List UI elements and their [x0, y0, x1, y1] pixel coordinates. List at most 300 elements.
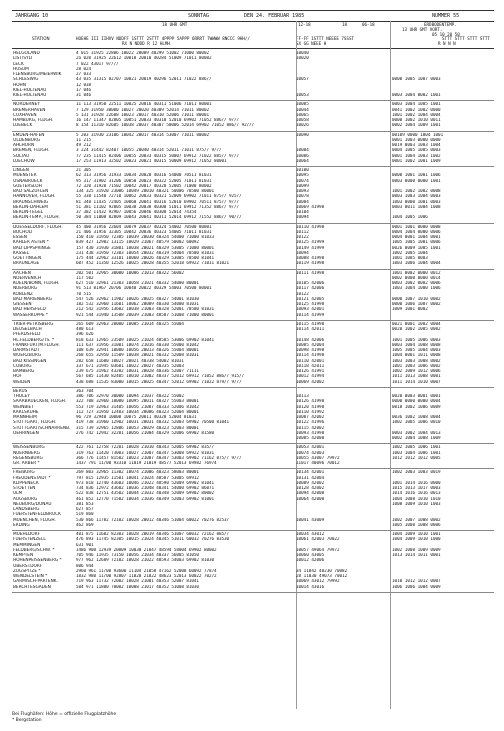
station-name: GOETTINGEN	[13, 256, 42, 261]
station-name: AACHEN	[13, 270, 31, 276]
footnote	[12, 712, 116, 724]
gmt-label: 18 UHR GMT	[162, 22, 188, 27]
station-name: HAMBURG, FLUGH.	[13, 118, 54, 123]
soil-temperature: 1001 1002 1002 0008	[392, 189, 441, 194]
extra-data: 10093 42001	[296, 307, 325, 313]
soil-temperature: 1003 1003 1008 0002	[392, 358, 441, 364]
soil-temperature: 0003 1002 0002 0006	[392, 281, 441, 286]
extra-data: 10086	[296, 153, 309, 159]
observation-data: 12 038	[76, 82, 92, 88]
observation-data: 627 510 32961 21303 10058 21021 40332 54000 80001	[76, 281, 199, 286]
station-name: COBURG	[13, 363, 32, 369]
station-name: BERLIN-TEGEL	[13, 210, 44, 215]
soil-temperature: 0003 1004 1008 0008	[392, 342, 441, 348]
observation-data: 81 348 11435 72405 10060 20041 40316 52010 69902 70511 875// 9///	[76, 199, 240, 205]
observation-data: 239 675 31962 43202 10031 20028 40336 52007 71111	[76, 369, 199, 374]
station-group	[12, 132, 494, 168]
extra-data: 10122 41996	[296, 420, 325, 426]
observation-data: 337 671 31945 03601 10022 20027 40335 52003	[76, 363, 184, 369]
soil-column-header: STTT STTT STTT STTT	[442, 36, 490, 41]
station-name: KLIPPENECK	[13, 480, 39, 486]
observation-data: 5 203 31930 23106 10042 20017 40314 53007 71011 80002	[76, 132, 209, 138]
station-name: SAARBRUECKEN, FLUGH.	[13, 399, 67, 405]
soil-temperature: 0000 1007 1010 0002	[392, 296, 441, 302]
soil-temperature: 1001 1014 1016 0000	[392, 480, 441, 486]
station-name: WUERZBURG	[13, 353, 42, 359]
station-name: WEINBIET	[13, 404, 34, 410]
weekday-label: SONNTAG	[188, 13, 210, 19]
soil-temperature: 0021 0001 1002 0004	[392, 321, 441, 327]
soil-temperature: 0004 1005 1005 0003	[392, 148, 441, 154]
soil-temperature: 1005 1005 1004 0003	[392, 348, 441, 353]
soil-temperature: 1004 1009 1010 1001	[392, 532, 441, 537]
station-name: WEISSENBURG	[13, 445, 45, 451]
extra-data: 10094 42000	[296, 491, 325, 497]
station-name: KOBLENZ	[13, 291, 33, 297]
observation-data: 1437 791 11/00 93310 11019 21019 48577 52013 69982 76974	[76, 461, 217, 466]
observation-data: 363 704	[76, 388, 94, 394]
extra-data: 10094	[296, 215, 309, 221]
station-name: WENDELSTEIN *	[13, 574, 48, 579]
station-name: LUEBECK	[13, 123, 33, 129]
extra-data: 10095	[296, 173, 309, 179]
extra-data: 10069 42002	[296, 379, 325, 385]
observation-data: 797 815 12935 11501 10041 21024 48587 53005 69912	[76, 475, 199, 481]
extra-data: 10110 41992	[296, 409, 325, 415]
soil-temperature: 0002 1004 1008 1009	[392, 436, 441, 441]
station-name: LANDSBERG	[13, 507, 40, 512]
station-name: OEHRINGEN	[13, 430, 39, 436]
extra-data: 10114 41999	[296, 312, 325, 318]
observation-data: 381 853	[76, 501, 94, 507]
station-name: BERUS	[13, 388, 28, 394]
soil-temperature: 1002 1003 1003 0019	[392, 470, 441, 476]
soil-time-label: 13 UHR GMT VORT.	[402, 27, 443, 32]
extra-data: 10114 42011	[296, 327, 325, 332]
station-name: OSNABRUECK	[13, 178, 43, 184]
soil-temperature: 1001 1002 1004 0004	[392, 112, 441, 118]
station-name: PFERDSFELD	[13, 332, 41, 338]
soil-temperature: 1010 1012 1012 0007	[392, 579, 441, 585]
observation-data: 276 742 12942 32201 10056 21004 40329 52006 69902 81580	[76, 430, 214, 436]
station-name: BREMERHAVEN	[13, 107, 46, 113]
soil-temperature: 1004 0001 1011 0008	[392, 353, 441, 359]
extra-data: 10122	[296, 235, 309, 240]
extra-data: 10084	[296, 199, 309, 205]
extra-data: 10117 42006	[296, 286, 325, 292]
observation-data: 62 313 31956 31933 10034 20020 40316 54000 70511 81031	[76, 173, 212, 179]
soil-temperature: 1004 1009 1010 1000	[392, 537, 441, 543]
extra-data: 10094	[296, 250, 309, 256]
issue-number: NUMMER 55	[432, 13, 460, 19]
station-name: THOLEY	[13, 394, 30, 399]
extra-data: 10064	[296, 158, 309, 164]
soil-temperature: 1002 1005 1006 0010	[392, 420, 441, 426]
station-name: OLDENBURG	[13, 137, 41, 143]
station-name: FREIBURG	[13, 470, 35, 476]
range-06-18-label: 06-18	[362, 22, 375, 27]
soil-temperature: 1001 1003 1006 0002	[392, 363, 441, 369]
soil-temperature: 1011 1013 1008 0001	[392, 374, 441, 380]
observation-data: 91 513 81967 20706 10040 20022 40329 54003 70500 80001	[76, 286, 212, 292]
soil-temperature: 1004 1005 1006	[392, 215, 428, 221]
station-name: DARMSTADT	[13, 348, 40, 353]
station-name: BERLIN-DAHLEM	[13, 204, 48, 210]
soil-depths-label: 05 10 20 50	[432, 32, 460, 37]
station-name: NORDERNEY	[13, 102, 40, 108]
observation-data: 366 776 11457 81502 10023 21007 40347 53003 69902 71162 875// 9///	[76, 455, 242, 461]
observation-data: 7 129 31950 30000 10027 20020 40309 52014 71011 80002	[76, 107, 209, 113]
station-name: FREUDENSTADT *	[13, 475, 51, 481]
soil-temperature: 0000 1001 1001 1006	[392, 173, 441, 179]
extra-data: 28 11030 49073 70012	[296, 574, 348, 579]
observation-data: 438 688 11535 83000 10015 20025 40347 52012 69902 71022 879// 9///	[76, 379, 242, 385]
soil-temperature: 1002 1005 1006 1001	[392, 445, 441, 451]
extra-data: 10134 42001	[296, 470, 325, 476]
station-name: STOETTEN	[13, 486, 36, 491]
extra-data: 10104	[296, 210, 309, 215]
extra-data: 10105 42006	[296, 281, 325, 286]
extra-data: 10057 49064 79972	[296, 547, 340, 553]
observation-data: 627 857	[76, 507, 94, 512]
station-name: NOERVENICH	[13, 275, 42, 281]
station-name: DEUSELBACH	[13, 327, 42, 332]
extra-data: 10100	[296, 168, 309, 173]
station-name: WASSERKUPPE *	[13, 312, 48, 318]
observation-data: 50 384 11008 82809 10043 20041 40311 52014 69912 71552 886// 90///	[76, 215, 242, 221]
observation-data: 315 739 32965 12806 10053 20029 40323 52003 80001	[76, 425, 199, 431]
station-name: MUEHLDORF	[13, 532, 41, 537]
observation-data: 584 971 11800 70002 10008 21017 40352 51008 81030	[76, 584, 199, 590]
observation-data: 705 946 11935 73150 10056 21034 40337 56005 81050	[76, 553, 199, 558]
station-name: FLENSBURG/MEIERWIK	[13, 72, 62, 77]
soil-temperature: 0003 1004 1005 1001	[392, 102, 441, 108]
observation-data: 631 901	[76, 542, 94, 548]
soil-temperature: 0018 1002 1006 0009	[392, 404, 441, 410]
obs-column-header: HOEHE III IIHVV NDDFF 1STTT 2STTT 4PPPP 5APPP 6RRRT 7WWWW 8NCCC 9HH//	[76, 36, 250, 41]
extra-data: 10093	[296, 189, 309, 194]
observation-data: 806 944	[76, 563, 94, 569]
station-name: GARMISCH-PARTENK.	[13, 579, 58, 585]
extra-data: 10115 41998	[296, 321, 325, 327]
station-name: FUERSTENFELDBRUCK	[13, 512, 61, 518]
station-name: AUGSBURG	[13, 496, 38, 502]
observation-data: 72 320 31920 71502 10042 20017 40328 52005 71000 80002	[76, 183, 212, 189]
soil-temperature: 0000 1006 1007 0002	[392, 302, 441, 307]
observation-data: 55 338 11540 72710 10062 20033 40321 52009 69902 71011 875// 925//	[76, 194, 242, 200]
soil-temperature: 0003 1004 0002 1001	[392, 93, 441, 98]
table-row	[12, 380, 494, 385]
range-12-18-label: 12-18	[298, 22, 311, 27]
observation-data: 519 860	[76, 512, 94, 518]
extra-data: 10125 41999	[296, 240, 325, 246]
station-name: LECK	[13, 61, 24, 67]
observation-data: 112 727 31950 12403 10034 20006 40323 52004 80001	[76, 409, 199, 415]
table-row	[12, 313, 494, 318]
observation-data: 719 963 11732 72002 10028 21001 40353 52007 81041	[76, 579, 199, 585]
extra-column-header: FF-FF 1STTT NEEEE 7SSST	[296, 36, 354, 41]
extra-column-subheader: SX GG NEEE H	[296, 41, 327, 46]
extra-data: 10131 42004	[296, 475, 325, 481]
soil-column-subheader: R N N N	[438, 41, 456, 46]
extra-data: 10118 42011	[296, 363, 325, 369]
column-header	[12, 21, 494, 49]
station-name: BERLIN-TEMP., FLUGH.	[13, 215, 60, 221]
station-name: TRIER-PETRISBERG	[13, 321, 54, 327]
extra-data: 10126 41991	[296, 369, 325, 374]
observation-data: 522 838 12751 43502 10044 21032 40348 52009 69902 80002	[76, 491, 214, 497]
soil-temperature: 1005 1008 1008 0006	[392, 522, 441, 528]
station-name: NEUBURG/DONAU	[13, 501, 52, 507]
soil-temperature: 0000 0000 0000 0004	[392, 399, 441, 405]
extra-data: 10074 42003	[296, 450, 325, 456]
table-row	[12, 159, 494, 164]
extra-data: 10128 42002	[296, 486, 325, 491]
soil-temperature: 1003 0000 1001 0003	[392, 199, 441, 205]
station-name: NUERBURG	[13, 286, 38, 292]
station-name: KIEL-HOLTENAU	[13, 87, 47, 93]
extra-data: 10114 41998	[296, 353, 325, 359]
observation-data: 401 875 11682 82303 10028 20019 40346 51007 60032 72162 885//	[76, 532, 230, 537]
extra-data: 10121 42005	[296, 296, 325, 302]
observation-data: 31 046	[76, 93, 92, 98]
station-name: HOHN	[13, 82, 26, 88]
table-row	[12, 93, 494, 98]
soil-temperature: 1006 1006 1004 0009	[392, 584, 441, 590]
extra-data: 10078	[296, 194, 309, 200]
extra-data: 10014 43016	[296, 584, 325, 590]
observation-data: 419 738 31960 12902 10031 20031 40332 52003 69902 70500 81041	[76, 420, 230, 426]
station-name: KOELN/BONN, FLUGH.	[13, 281, 60, 286]
extra-data: 10055 43007 79972	[296, 455, 340, 461]
observation-data: 212 542 31956 13602 10038 21003 40328 52001 70500 81031	[76, 307, 214, 313]
station-name: BAD LIPPSPRINGE	[13, 245, 51, 251]
extra-data: 10034 43012	[296, 532, 325, 537]
soil-temperature: 1008 1009 1010 1003	[392, 501, 441, 507]
observation-data: 553 719 32963 31405 10056 21007 40333 52006 81042	[76, 404, 199, 410]
station-name: KEMPTEN	[13, 553, 34, 558]
station-name: SCHLESWIG	[13, 77, 39, 83]
extra-data: 10120 41998	[296, 404, 325, 410]
station-name: HOHENPEISSENBERG *	[13, 558, 62, 564]
station-name: FELDBERG/SCHW. *	[13, 547, 55, 553]
soil-temperature: 1005 1005 1001 0006	[392, 240, 441, 246]
station-column-header: STATION	[32, 36, 50, 41]
observation-data: 269 803 32965 11302 10074 21006 40323 58003 80001	[76, 470, 199, 476]
observation-data: 96 729 32940 10000 10075 20011 40328 52004 81031	[76, 415, 197, 420]
station-name: BERCHTESGADEN	[13, 584, 51, 590]
table-row	[12, 585, 494, 590]
station-name: MUENCHEN, FLUGH.	[13, 517, 56, 523]
extra-data: 10069 41998	[296, 204, 325, 210]
soil-temperature: 0026 0009 1005 1001	[392, 245, 441, 251]
observation-data: 607 452 11350 12526 10025 20028 40355 52018 69922 71011 81021	[76, 261, 230, 267]
extra-data: 10093 41998	[296, 430, 325, 436]
observation-data: 839 427 12982 13115 10029 21067 48579 50002 60092	[76, 240, 199, 246]
extra-data: 10115 42002	[296, 425, 325, 431]
soil-temperature: 0041 1002 1002 0000	[392, 107, 441, 113]
station-name: BAD SALZUFLEN	[13, 189, 49, 194]
station-name: STUTTGART/SCHNARRENB.	[13, 425, 71, 431]
station-name: BREMEN, FLUGH.	[13, 148, 50, 154]
observation-data: 547 526 32962 11902 10026 20025 40327 54001 81030	[76, 296, 199, 302]
station-group	[12, 531, 494, 593]
soil-temperature: 0019 0003 1003 1004	[392, 143, 441, 148]
soil-temperature: 0001 1001 0000 0008	[392, 224, 441, 230]
soil-temperature: 0001 1004 1003 1002	[392, 153, 441, 159]
observation-data: 422 761 12758 72201 10028 21010 40343 52005 69902 835//	[76, 445, 214, 451]
observation-data: 21 305	[76, 168, 92, 173]
station-name: LINGEN	[13, 168, 29, 173]
observation-data: 17 046	[76, 87, 92, 93]
extra-data: 10088 41998	[296, 256, 325, 261]
observation-data: 111 637 31956 31001 10074 21016 40330 55000 81042	[76, 342, 199, 348]
soil-temperature: 1013 1014 1011 0001	[392, 553, 441, 558]
soil-temperature: 1001 1005 0003	[392, 256, 428, 261]
observation-data: 461 852 12770 71502 10034 21036 40349 52003 69902 81001	[76, 496, 214, 502]
observation-data: 567 685 11430 82405 10010 21002 40337 52012 69912 71052 886// 915//	[76, 374, 245, 380]
observation-data: 49 212	[76, 143, 92, 148]
station-name: EMDEN-HAFEN	[13, 132, 45, 138]
observation-data: 2960 961 11/00 93600 11104 21058 47162 52008 60092 77874	[76, 568, 217, 574]
extra-data: 10020	[296, 56, 309, 62]
footnote-airports: Bei Flughäfen: Höhe = offizielle Flugplatzhöhe	[12, 712, 117, 717]
soil-temperature: 1002 1007 1008 0002	[392, 517, 441, 523]
soil-temperature: 0003 1002 1004 0013	[392, 430, 441, 436]
station-name: HUSUM	[13, 66, 29, 72]
station-name: KAHLER ASTEN *	[13, 240, 49, 246]
observation-data: 11 215	[76, 137, 92, 143]
station-name: BRAUNLAGE	[13, 261, 40, 267]
table-row	[12, 461, 494, 466]
observation-data: 818 633 12965 23509 10025 21024 48585 53006 69902 81041	[76, 337, 214, 343]
extra-data: 10065	[296, 112, 309, 118]
extra-data: 10085 42000	[296, 436, 325, 441]
station-name: KARLSRUHE	[13, 409, 39, 415]
observation-data: 396 626	[76, 332, 94, 338]
station-name: ESSEN	[13, 235, 27, 240]
station-name: BRAUNSCHWEIG	[13, 199, 49, 205]
table-row	[12, 215, 494, 220]
observation-data: 28 024	[76, 66, 92, 72]
station-name: AHLHORN	[13, 143, 35, 148]
station-group	[12, 50, 494, 101]
observation-data: 150 410 31950 72305 10039 20030 40324 54000 71000 81033	[76, 235, 214, 240]
extra-data: 10098 41998	[296, 348, 325, 353]
station-name: STUTTGART, FLUGH.	[13, 420, 57, 426]
extra-data: 10126 41998	[296, 399, 325, 405]
observation-data: 17 253 11913 32502 10023 20021 40315 50009 69912 71052 80001	[76, 158, 227, 164]
soil-temperature: 0003 0011 1004 1008	[392, 204, 441, 210]
observation-data: 480 613	[76, 327, 94, 332]
station-group	[12, 321, 494, 388]
extra-data: 10085 42004	[296, 342, 325, 348]
station-name: BAD KISSINGEN	[13, 358, 47, 364]
observation-data: 3 224 31442 82407 10055 20040 40314 52011 71011 875// 9///	[76, 148, 222, 154]
extra-data: 10148 42006	[296, 337, 325, 343]
extra-data: 10074	[296, 178, 309, 184]
soil-temperature: 0002 1004 1009 1001	[392, 123, 441, 129]
extra-data: 10113	[296, 394, 309, 399]
extra-data: 10085	[296, 102, 309, 108]
extra-data: 10110 42001	[296, 358, 325, 364]
station-name: HL.FELDBERG/TS. *	[13, 337, 55, 343]
observation-data: 11 113 31950 22511 10025 20016 40311 51006 71011 80001	[76, 102, 212, 108]
extra-data: 10064 42000	[296, 496, 325, 502]
observation-data: 70 515	[76, 291, 92, 297]
soil-temperature: 0004 1004 0000 0006	[392, 229, 441, 235]
observation-data: 265 609 32963 20000 10085 21014 40325 55004	[76, 321, 184, 327]
extra-data: 10058	[296, 118, 309, 123]
extra-data: 10125 41998	[296, 302, 325, 307]
observation-data: 51 381 11102 92805 10038 20038 40300 51011 69912 71352 886// 9///	[76, 204, 240, 210]
extra-data: 10057	[296, 77, 309, 83]
observation-data: 231 438 31950 72303 10054 20032 40319 54004 70500 81031	[76, 250, 214, 256]
observation-data: 268 655 32950 11509 10038 20021 40332 52008 81031	[76, 353, 199, 359]
soil-temperature: 1002 1008 1009 0009	[392, 547, 441, 553]
observation-data: 21 406 31956 32305 10042 20036 40323 54005 71011 81031	[76, 229, 212, 235]
extra-data: 10110 41998	[296, 224, 325, 230]
date-label: DEN 24. FEBRUAR 1985	[244, 13, 305, 19]
soil-temperature: 1015 1013 1017 0003	[392, 486, 441, 491]
station-name: GIESSEN	[13, 302, 32, 307]
station-name: FUERSTENZELL	[13, 537, 46, 543]
observation-data: 1832 980 11/00 92807 11020 21022 48623 52013 60022 70272	[76, 574, 217, 579]
observation-data: 4 015 31925 22806 10022 20009 40299 51002 71000 80002	[76, 51, 209, 56]
observation-data: 1486 908 12939 20809 10030 21047 48594 58004 69902 80002	[76, 547, 217, 553]
station-name: HELGOLAND	[13, 51, 40, 56]
observation-data: 16 147 11347 82805 10051 20033 40310 52010 69902 71052 886// 9///	[76, 118, 240, 123]
extra-data: 10060 43005	[296, 553, 325, 558]
soil-temperature: 1009 1001 0002	[392, 307, 428, 313]
observation-data: 386 706 32970 30000 10094 21037 40322 55002	[76, 394, 184, 399]
observation-data: 462 869	[76, 522, 94, 528]
observation-data: 476 893 11745 82305 10015 21024 40345 51011 60032 70276 83530	[76, 537, 230, 543]
extra-data: 10099	[296, 183, 309, 189]
observation-data: 37 382 11432 92907 10056 20046 40308 52014 74354	[76, 210, 197, 215]
station-name: LIST/SYLT	[13, 56, 34, 62]
observation-data: 977 962 12689 72102 10028 21022 48593 54003 69902 81030	[76, 558, 214, 564]
station-group	[12, 469, 494, 531]
station-group	[12, 101, 494, 131]
station-name: MUENSTER	[13, 173, 37, 179]
soil-temperature: 1012 1012 1012 0005	[392, 455, 441, 461]
extra-data: 10061 42003 70022	[296, 537, 340, 543]
station-name: CUXHAVEN	[13, 112, 37, 118]
extra-data: 10084	[296, 148, 309, 154]
observation-data: 134 325 31920 23006 10049 20010 40321 50006 70500 80001	[76, 189, 214, 194]
station-name: KIEL-HOLTENAU	[13, 93, 47, 98]
soil-temperature: 0020 0003 0001 0001	[392, 394, 441, 399]
soil-temperature: 0003 1003 1004 0003	[392, 194, 441, 200]
table-row	[12, 436, 494, 441]
station-name: FRANKFURT/M.FLUGH.	[13, 342, 60, 348]
extra-data: 10012 42006	[296, 558, 325, 564]
station-group	[12, 167, 494, 224]
observation-data: 322 708 32960 10000 10095 20011 40327 55003 80001	[76, 399, 199, 405]
table-row	[12, 261, 494, 266]
extra-data: 10090	[296, 132, 309, 138]
extra-data: 10012 41994	[296, 374, 325, 380]
station-name: GUETERSLOH	[13, 183, 42, 189]
observation-data: 5 131 31928 22608 10023 20017 40310 52006 71011 80001	[76, 112, 209, 118]
extra-data: 10111 41998	[296, 270, 325, 276]
observation-data: 45 400 31956 22604 10079 20037 40324 54002 70500 80001	[76, 224, 212, 230]
soil-temperature: 1003 1004 1006 1001	[392, 450, 441, 456]
station-name: HOF	[13, 374, 22, 380]
station-name: REGENSBURG	[13, 455, 43, 461]
soil-temperature: 0003 0000 0000 1001	[392, 178, 441, 184]
